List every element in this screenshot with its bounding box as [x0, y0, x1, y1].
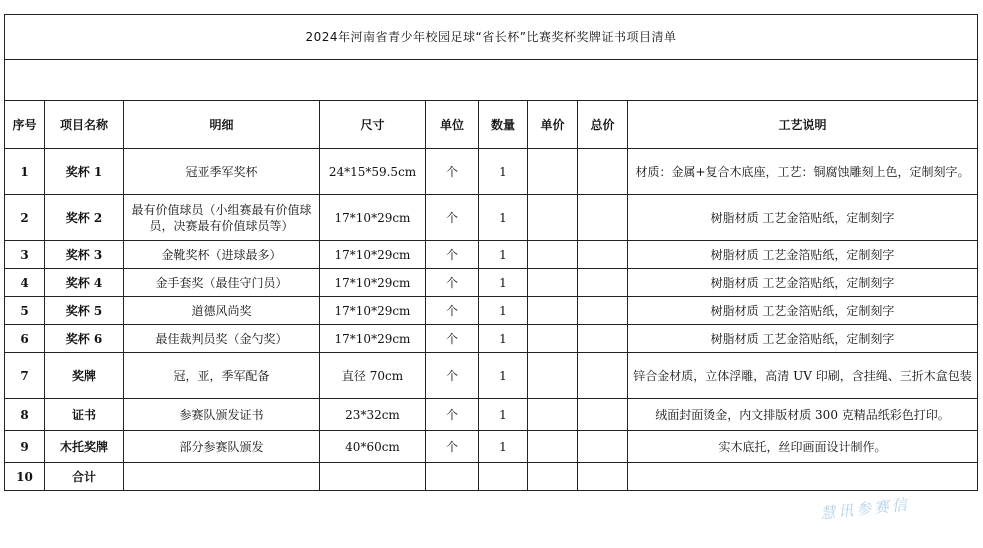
cell-craft: 锌合金材质，立体浮雕，高清 UV 印刷，含挂绳、三折木盒包装: [628, 353, 978, 399]
cell-size: [320, 463, 426, 491]
table-row: [5, 241, 978, 269]
header-size: 尺寸: [320, 101, 426, 149]
cell-name: 奖杯 4: [45, 269, 124, 297]
cell-no: 1: [5, 149, 45, 195]
header-name: 项目名称: [45, 101, 124, 149]
cell-detail: [124, 463, 320, 491]
header-row: [5, 101, 978, 149]
cell-detail: 参赛队颁发证书: [124, 399, 320, 431]
cell-total: [578, 463, 628, 491]
cell-unit: 个: [426, 399, 479, 431]
cell-name: 奖杯 3: [45, 241, 124, 269]
cell-total: [578, 353, 628, 399]
cell-name: 木托奖牌: [45, 431, 124, 463]
cell-qty: 1: [479, 269, 528, 297]
blank-row: [5, 60, 978, 101]
header-price: 单价: [528, 101, 578, 149]
cell-total: [578, 195, 628, 241]
cell-no: 9: [5, 431, 45, 463]
cell-unit: 个: [426, 269, 479, 297]
cell-detail: 冠，亚，季军配备: [124, 353, 320, 399]
table-row: [5, 399, 978, 431]
cell-unit: 个: [426, 325, 479, 353]
table-row: [5, 353, 978, 399]
cell-size: 24*15*59.5cm: [320, 149, 426, 195]
cell-no: 8: [5, 399, 45, 431]
cell-qty: 1: [479, 195, 528, 241]
cell-detail: 最有价值球员（小组赛最有价值球员，决赛最有价值球员等）: [124, 195, 320, 241]
cell-unit: 个: [426, 431, 479, 463]
table-row: [5, 297, 978, 325]
cell-size: 17*10*29cm: [320, 297, 426, 325]
table-row: [5, 325, 978, 353]
cell-qty: 1: [479, 149, 528, 195]
cell-size: 17*10*29cm: [320, 241, 426, 269]
table-row: [5, 195, 978, 241]
cell-name: 奖杯 5: [45, 297, 124, 325]
cell-size: 23*32cm: [320, 399, 426, 431]
cell-no: 4: [5, 269, 45, 297]
cell-price: [528, 431, 578, 463]
cell-price: [528, 463, 578, 491]
cell-qty: 1: [479, 297, 528, 325]
cell-unit: 个: [426, 297, 479, 325]
cell-total: [578, 149, 628, 195]
watermark: 慧讯参赛信: [819, 495, 911, 523]
header-craft: 工艺说明: [628, 101, 978, 149]
cell-total: [578, 269, 628, 297]
cell-detail: 金手套奖（最佳守门员）: [124, 269, 320, 297]
cell-total: [578, 399, 628, 431]
table-row: [5, 269, 978, 297]
cell-name: 奖杯 6: [45, 325, 124, 353]
cell-craft: 树脂材质 工艺金箔贴纸，定制刻字: [628, 195, 978, 241]
cell-qty: 1: [479, 431, 528, 463]
cell-price: [528, 353, 578, 399]
cell-craft: 树脂材质 工艺金箔贴纸，定制刻字: [628, 297, 978, 325]
cell-craft: [628, 463, 978, 491]
cell-craft: 树脂材质 工艺金箔贴纸，定制刻字: [628, 325, 978, 353]
cell-qty: [479, 463, 528, 491]
header-no: 序号: [5, 101, 45, 149]
cell-craft: 树脂材质 工艺金箔贴纸，定制刻字: [628, 241, 978, 269]
cell-detail: 冠亚季军奖杯: [124, 149, 320, 195]
cell-size: 17*10*29cm: [320, 325, 426, 353]
table-row: [5, 431, 978, 463]
cell-unit: 个: [426, 353, 479, 399]
cell-no: 10: [5, 463, 45, 491]
cell-unit: 个: [426, 241, 479, 269]
cell-price: [528, 325, 578, 353]
cell-unit: 个: [426, 149, 479, 195]
cell-no: 5: [5, 297, 45, 325]
cell-craft: 实木底托，丝印画面设计制作。: [628, 431, 978, 463]
cell-name: 奖牌: [45, 353, 124, 399]
cell-name: 证书: [45, 399, 124, 431]
cell-no: 7: [5, 353, 45, 399]
cell-price: [528, 297, 578, 325]
cell-qty: 1: [479, 399, 528, 431]
cell-name: 合计: [45, 463, 124, 491]
cell-no: 3: [5, 241, 45, 269]
cell-qty: 1: [479, 353, 528, 399]
cell-price: [528, 241, 578, 269]
cell-no: 6: [5, 325, 45, 353]
header-detail: 明细: [124, 101, 320, 149]
cell-size: 40*60cm: [320, 431, 426, 463]
cell-total: [578, 241, 628, 269]
cell-price: [528, 399, 578, 431]
cell-price: [528, 195, 578, 241]
cell-qty: 1: [479, 241, 528, 269]
cell-size: 17*10*29cm: [320, 195, 426, 241]
cell-unit: [426, 463, 479, 491]
cell-detail: 最佳裁判员奖（金勺奖）: [124, 325, 320, 353]
cell-craft: 材质：金属+复合木底座，工艺：铜腐蚀雕刻上色，定制刻字。: [628, 149, 978, 195]
table-row: [5, 463, 978, 491]
cell-detail: 金靴奖杯（进球最多）: [124, 241, 320, 269]
cell-detail: 道德风尚奖: [124, 297, 320, 325]
cell-price: [528, 269, 578, 297]
header-total: 总价: [578, 101, 628, 149]
cell-craft: 绒面封面烫金，内文排版材质 300 克精品纸彩色打印。: [628, 399, 978, 431]
header-qty: 数量: [479, 101, 528, 149]
cell-qty: 1: [479, 325, 528, 353]
item-list-table: [4, 14, 978, 491]
header-unit: 单位: [426, 101, 479, 149]
cell-detail: 部分参赛队颁发: [124, 431, 320, 463]
cell-total: [578, 325, 628, 353]
cell-unit: 个: [426, 195, 479, 241]
cell-size: 17*10*29cm: [320, 269, 426, 297]
table-row: [5, 149, 978, 195]
cell-name: 奖杯 1: [45, 149, 124, 195]
cell-craft: 树脂材质 工艺金箔贴纸，定制刻字: [628, 269, 978, 297]
cell-price: [528, 149, 578, 195]
sheet-title: 2024年河南省青少年校园足球“省长杯”比赛奖杯奖牌证书项目清单: [5, 15, 978, 60]
cell-no: 2: [5, 195, 45, 241]
cell-name: 奖杯 2: [45, 195, 124, 241]
cell-size: 直径 70cm: [320, 353, 426, 399]
cell-total: [578, 297, 628, 325]
cell-total: [578, 431, 628, 463]
